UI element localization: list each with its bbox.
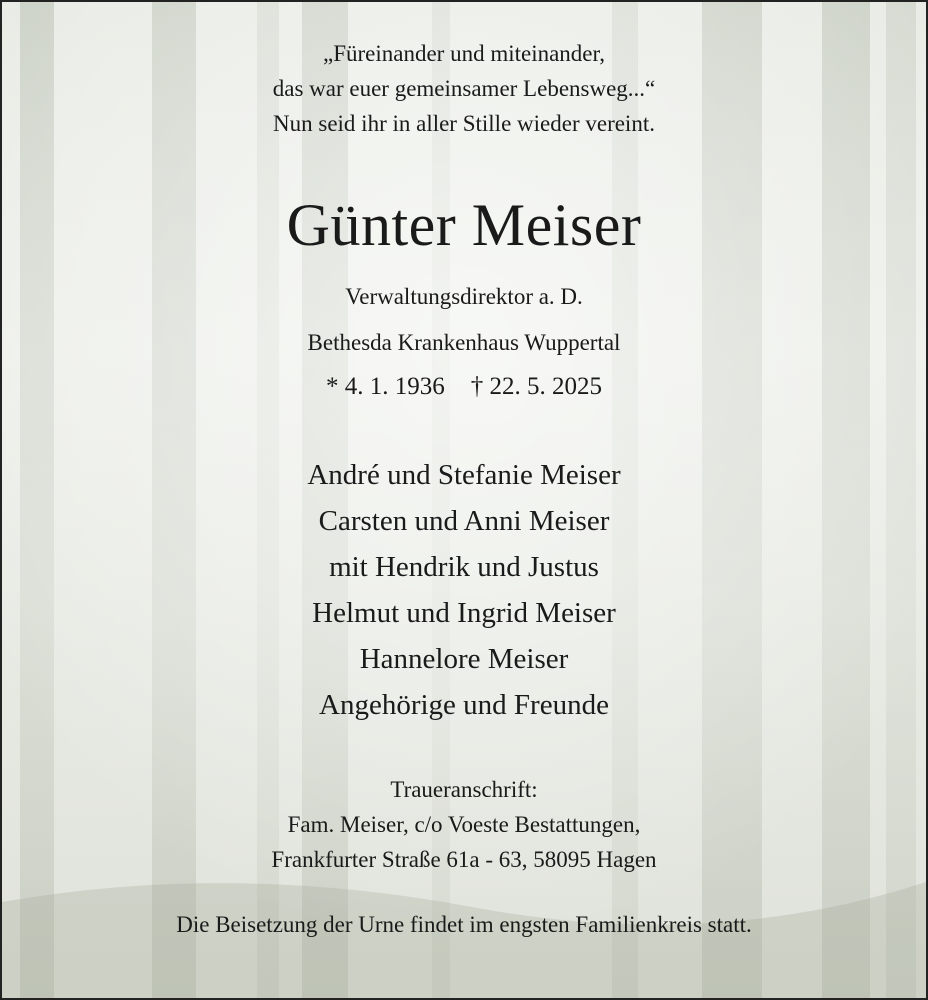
deceased-employer: Bethesda Krankenhaus Wuppertal <box>307 330 621 355</box>
mourner-name: Angehörige und Freunde <box>319 689 609 721</box>
mourner-name: Carsten und Anni Meiser <box>318 505 610 537</box>
burial-note: Die Beisetzung der Urne findet im engsten Familienkreis statt. <box>176 912 752 937</box>
address-line: Fam. Meiser, c/o Voeste Bestattungen, <box>287 812 641 837</box>
mourner-name: André und Stefanie Meiser <box>307 459 621 491</box>
quote-line: Nun seid ihr in aller Stille wieder vereint. <box>273 111 655 136</box>
quote-line: „Füreinander und miteinander, <box>322 41 605 66</box>
mourner-name: Helmut und Ingrid Meiser <box>312 597 616 629</box>
death-date: † 22. 5. 2025 <box>470 373 602 400</box>
obituary-content <box>2 2 926 998</box>
mourner-name: Hannelore Meiser <box>359 643 569 675</box>
deceased-name: Günter Meiser <box>286 192 642 258</box>
quote-line: das war euer gemeinsamer Lebensweg...“ <box>272 76 656 101</box>
mourner-name: mit Hendrik und Justus <box>329 551 599 583</box>
life-dates <box>2 373 926 401</box>
deceased-title: Verwaltungsdirektor a. D. <box>345 284 583 309</box>
address-line: Frankfurter Straße 61a - 63, 58095 Hagen <box>271 847 657 872</box>
birth-date: * 4. 1. 1936 <box>326 373 445 400</box>
address-label: Traueranschrift: <box>390 777 538 802</box>
